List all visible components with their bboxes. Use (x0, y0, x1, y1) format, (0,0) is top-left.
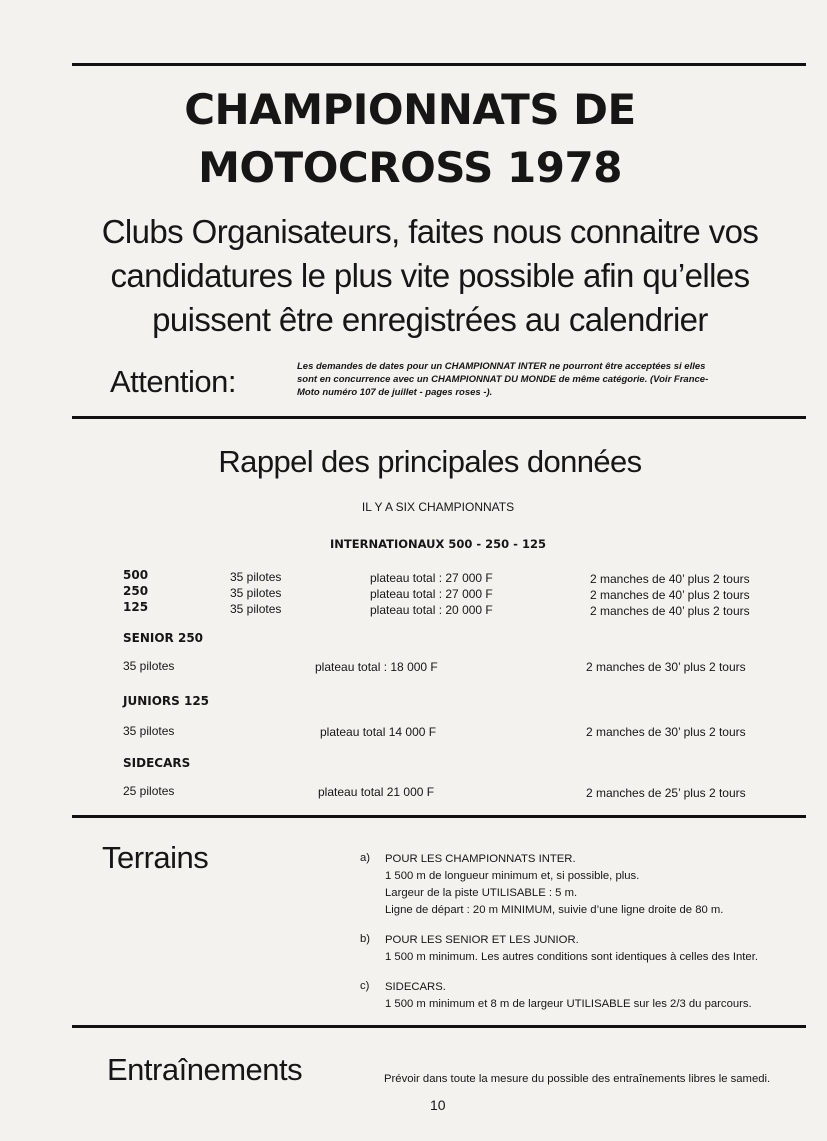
manches-500: 2 manches de 40’ plus 2 tours (590, 572, 750, 586)
entrainements-text: Prévoir dans toute la mesure du possible des entraînements libres le samedi. (384, 1073, 771, 1085)
terrain-c-letter: c) (360, 980, 370, 992)
entrainements-label: Entraînements (107, 1052, 303, 1087)
rule-3 (72, 815, 806, 818)
terrain-a-text (385, 851, 810, 919)
subtitle-line-2: candidatures le plus vite possible afin qu’elles (110, 257, 750, 294)
terrain-a-line-2: 1 500 m de longueur minimum et, si possible, plus. (385, 870, 640, 882)
terrain-a-line-3: Largeur de la piste UTILISABLE : 5 m. (385, 887, 578, 899)
senior-heading: SENIOR 250 (123, 631, 204, 645)
attention-label: Attention: (110, 364, 236, 399)
terrain-a-line-4: Ligne de départ : 20 m MINIMUM, suivie d’une ligne droite de 80 m. (385, 904, 724, 916)
six-championnats-text: IL Y A SIX CHAMPIONNATS (361, 500, 515, 514)
senior-pilotes: 35 pilotes (123, 659, 175, 673)
terrain-c-line-1: SIDECARS. (385, 981, 446, 993)
terrain-b-line-1: POUR LES SENIOR ET LES JUNIOR. (385, 934, 579, 946)
plateau-500: plateau total : 27 000 F (370, 571, 493, 585)
pilotes-500: 35 pilotes (230, 570, 282, 584)
attention-note-line-1: Les demandes de dates pour un CHAMPIONNAT INTER ne pourront être acceptées si elles (297, 361, 706, 372)
attention-note (297, 360, 787, 399)
manches-250: 2 manches de 40’ plus 2 tours (590, 588, 750, 602)
juniors-heading: JUNIORS 125 (123, 694, 210, 708)
attention-note-line-2: sont en concurrence avec un CHAMPIONNAT DU MONDE de même catégorie. (Voir France- (297, 374, 709, 385)
sidecars-manches: 2 manches de 25’ plus 2 tours (586, 786, 746, 800)
juniors-pilotes: 35 pilotes (123, 724, 175, 738)
top-rule (72, 63, 806, 66)
terrain-b-letter: b) (360, 933, 371, 945)
pilotes-125: 35 pilotes (230, 602, 282, 616)
cat-250: 250 (123, 584, 149, 598)
pilotes-250: 35 pilotes (230, 586, 282, 600)
plateau-125: plateau total : 20 000 F (370, 603, 493, 617)
terrain-a-line-1: POUR LES CHAMPIONNATS INTER. (385, 853, 576, 865)
rappel-title: Rappel des principales données (218, 444, 642, 479)
subtitle-line-3: puissent être enregistrées au calendrier (152, 301, 708, 338)
sidecars-pilotes: 25 pilotes (123, 784, 175, 798)
juniors-plateau: plateau total 14 000 F (320, 725, 437, 739)
page-title-line-2: MOTOCROSS 1978 (198, 143, 622, 192)
cat-125: 125 (123, 600, 149, 614)
senior-plateau: plateau total : 18 000 F (315, 660, 438, 674)
terrains-label: Terrains (102, 840, 209, 875)
internationaux-heading: INTERNATIONAUX 500 - 250 - 125 (330, 537, 546, 551)
page-number: 10 (430, 1097, 446, 1113)
terrain-a-letter: a) (360, 852, 371, 864)
rule-4 (72, 1025, 806, 1028)
rule-2 (72, 416, 806, 419)
attention-note-line-3: Moto numéro 107 de juillet - pages roses -). (297, 387, 493, 398)
manches-125: 2 manches de 40’ plus 2 tours (590, 604, 750, 618)
subtitle-line-1: Clubs Organisateurs, faites nous connaitre vos (101, 213, 759, 250)
sidecars-heading: SIDECARS (123, 756, 191, 770)
terrain-c-line-2: 1 500 m minimum et 8 m de largeur UTILISABLE sur les 2/3 du parcours. (385, 998, 752, 1010)
terrain-b-text (385, 932, 810, 966)
page-title-line-1: CHAMPIONNATS DE (184, 85, 636, 134)
terrain-c-text (385, 979, 810, 1013)
senior-manches: 2 manches de 30’ plus 2 tours (586, 660, 746, 674)
juniors-manches: 2 manches de 30’ plus 2 tours (586, 725, 746, 739)
terrain-b-line-2: 1 500 m minimum. Les autres conditions sont identiques à celles des Inter. (385, 951, 758, 963)
sidecars-plateau: plateau total 21 000 F (318, 785, 435, 799)
cat-500: 500 (123, 568, 149, 582)
plateau-250: plateau total : 27 000 F (370, 587, 493, 601)
